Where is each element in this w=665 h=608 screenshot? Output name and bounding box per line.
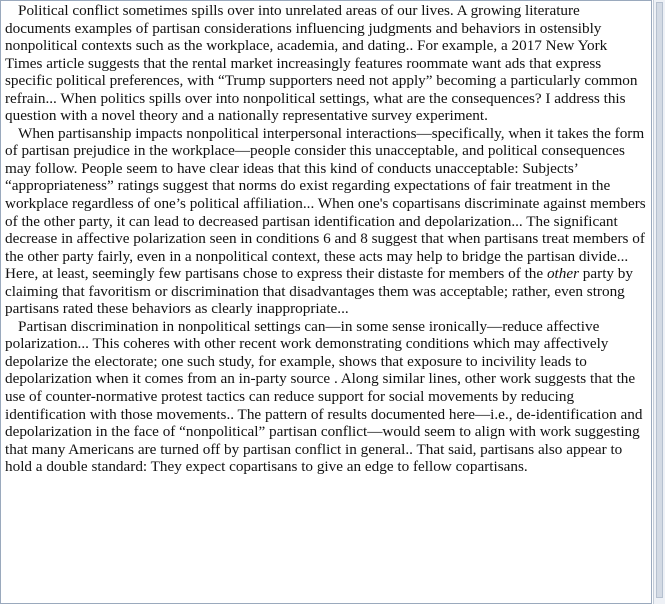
paragraph-2	[5, 125, 647, 318]
paragraph-2-italic-other: other	[546, 265, 579, 283]
paragraph-1	[5, 2, 647, 125]
paragraph-3	[5, 318, 647, 476]
paragraph-3-text: Partisan discrimination in nonpolitical settings can—in some sense ironically—reduce affective polarization... This coheres with other recent work demonstrating conditions which may affectively depolarize the electorate; one such study, for example, shows that exposure to incivility leads to depolarization when it comes from an in-party source . Along similar lines, other work suggests that the use of counter-normative protest tactics can reduce support for social movements by reducing identification with those movements.. The pattern of results documented here—i.e., de-identification and depolarization in the face of “nonpolitical” partisan conflict—would seem to align with work suggesting that many Americans are turned off by partisan conflict in general.. That said, partisans also appear to hold a double standard: They expect copartisans to give an edge to fellow copartisans.	[5, 317, 643, 476]
scrollbar-thumb[interactable]	[656, 2, 663, 598]
paragraph-2-text-b: party by claiming that favoritism or discrimination that disadvantages them was acceptable; rather, even strong partisans rated these behaviors as clearly inappropriate...	[5, 265, 633, 318]
document-body	[1, 1, 651, 476]
paragraph-1-text: Political conflict sometimes spills over into unrelated areas of our lives. A growing literature documents examples of partisan considerations influencing judgments and behaviors in ostensibly nonpolitical contexts such as the workplace, academia, and dating.. For example, a 2017 New York Times article suggests that the rental market increasingly features roommate want ads that express specific political preferences, with “Trump supporters need not apply” becoming a particularly common refrain... When politics spills over into nonpolitical settings, what are the consequences? I address this question with a novel theory and a nationally representative survey experiment.	[5, 2, 638, 125]
paragraph-2-text-a: When partisanship impacts nonpolitical interpersonal interactions—specifically, when it takes the form of partisan prejudice in the workplace—people consider this unacceptable, and political consequences may follow. People seem to have clear ideas that this kind of conducts unacceptable: Subjects’ “appropriateness” ratings suggest that norms do exist regarding expectations of fair treatment in the workplace regardless of one’s political affiliation... When one's copartisans discriminate against members of the other party, it can lead to decreased partisan identification and depolarization... The significant decrease in affective polarization seen in conditions 6 and 8 suggest that when partisans treat members of the other party fairly, even in a nonpolitical context, these acts may help to bridge the partisan divide... Here, at least, seemingly few partisans chose to express their distaste for members of the	[5, 124, 646, 283]
vertical-scrollbar[interactable]	[653, 0, 665, 604]
